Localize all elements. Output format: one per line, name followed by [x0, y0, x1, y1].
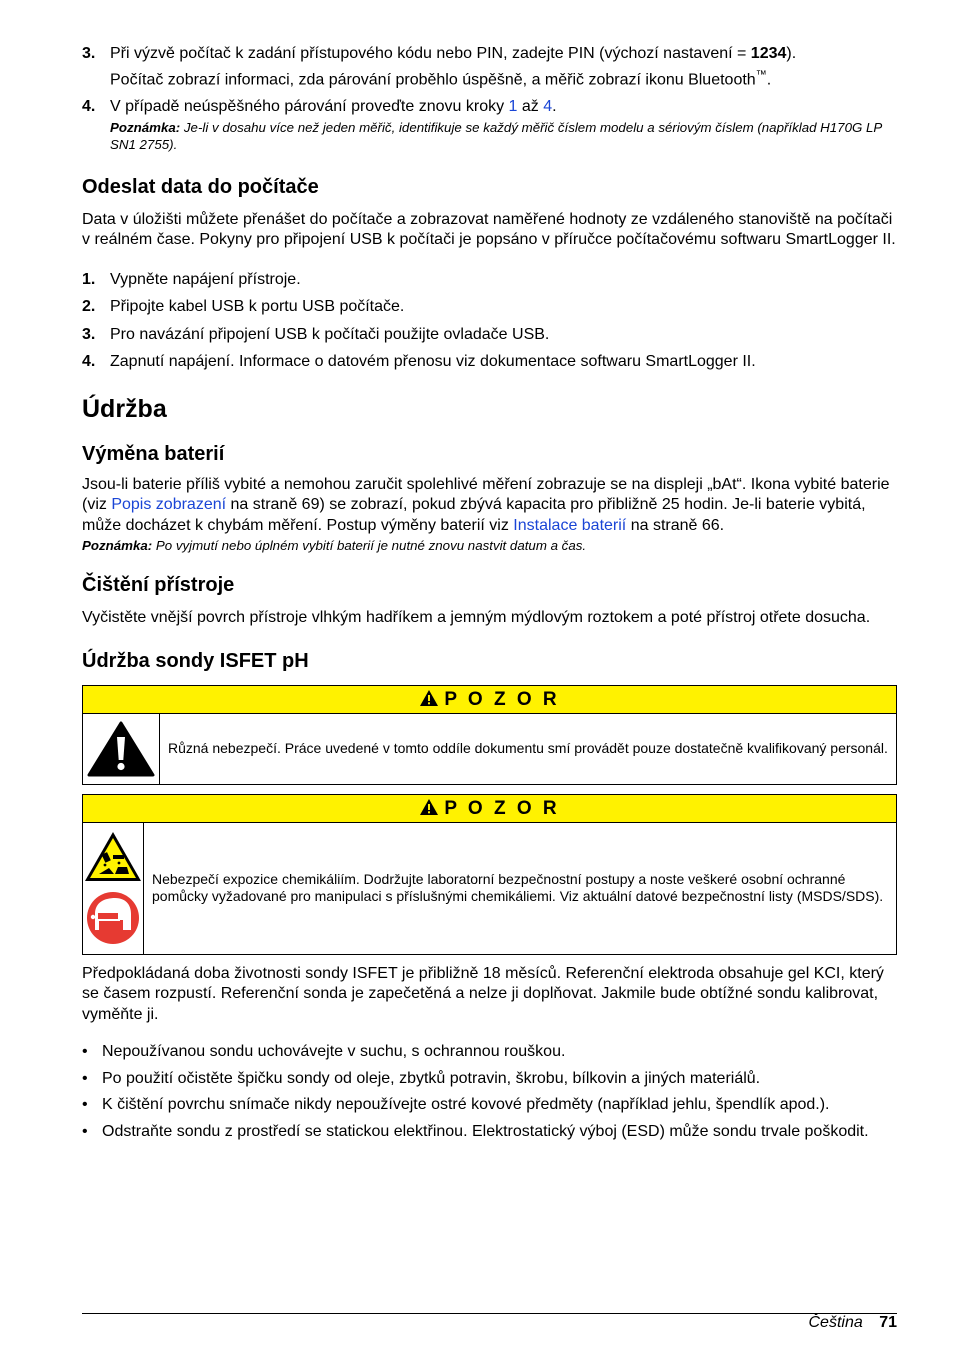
caution-text: Nebezpečí expozice chemikáliím. Dodržujte laboratorní bezpečnostní postupy a noste veškeré osobní ochranné pomůcky vyžadované pro manipulaci s příslušnými chemikáliemi. Viz aktuální datové bezpečnostní listy (MSDS/SDS). — [152, 871, 884, 905]
battery-paragraph — [82, 475, 897, 537]
section-heading-isfet: Údržba sondy ISFET pH — [82, 649, 309, 672]
battery-text-a: Jsou-li baterie příliš vybité a nemohou zaručit spolehlivé měření zobrazuje se na displeji „bAt“. Ikona vybité baterie (viz — [82, 475, 890, 514]
warning-triangle-icon — [419, 689, 439, 707]
send-data-steps — [82, 270, 897, 373]
caution-label: P O Z O R — [444, 688, 560, 710]
list-item — [82, 1069, 897, 1090]
step-text: Při výzvě počítač k zadání přístupového kódu nebo PIN, zadejte PIN (výchozí nastavení = — [110, 45, 751, 62]
send-step — [82, 325, 897, 346]
step-period: . — [552, 98, 557, 116]
step-text: Připojte kabel USB k portu USB počítače. — [110, 298, 405, 316]
step-text: Pro navázání připojení USB k počítači použijte ovladače USB. — [110, 325, 550, 343]
caution-label: P O Z O R — [444, 797, 560, 819]
step-number: 3. — [82, 45, 96, 62]
cleaning-paragraph: Vyčistěte vnější povrch přístroje vlhkým hadříkem a jemným mýdlovým roztokem a poté přístroj otřete dosucha. — [82, 609, 871, 627]
list-item — [82, 1042, 897, 1063]
section-heading-cleaning: Čištění přístroje — [82, 574, 235, 597]
section-heading-battery: Výměna baterií — [82, 442, 225, 465]
pin-value: 1234 — [750, 45, 787, 62]
battery-install-link[interactable]: Instalace baterií — [513, 516, 627, 534]
bullet-text: Nepoužívanou sondu uchovávejte v suchu, s ochrannou rouškou. — [102, 1043, 566, 1061]
warning-triangle-icon — [419, 798, 439, 816]
bullet-text: K čištění povrchu snímače nikdy nepoužívejte ostré kovové předměty (například jehlu, špendlík apod.). — [102, 1096, 830, 1114]
caution-header — [83, 795, 896, 823]
caution-header — [83, 686, 896, 714]
note-label: Poznámka: — [110, 119, 181, 135]
step-link-1[interactable]: 1 — [508, 98, 518, 116]
step-number: 1. — [82, 270, 96, 288]
protective-clothing-icon — [85, 890, 141, 946]
note-label: Poznámka: — [82, 538, 153, 554]
step-text: V případě neúspěšného párování proveďte znovu kroky — [110, 98, 509, 116]
page-footer — [82, 1313, 897, 1331]
section-heading-maintenance: Údržba — [82, 394, 167, 423]
step-text-end: ). — [786, 45, 797, 62]
page-number: 71 — [879, 1314, 897, 1331]
step-link-4[interactable]: 4 — [543, 98, 553, 116]
battery-text-c: na straně 66. — [626, 516, 725, 534]
bullet-mark: • — [82, 1122, 88, 1140]
corrosive-hazard-icon — [83, 830, 143, 884]
pairing-note — [110, 119, 897, 153]
step-number: 4. — [82, 98, 96, 116]
step-text-line2: Počítač zobrazí informaci, zda párování proběhlo úspěšně, a měřič zobrazí ikonu Bluetooth — [110, 70, 756, 88]
note-text: Po vyjmutí nebo úplném vybití baterií je nutné znovu nastvit datum a čas. — [152, 538, 587, 554]
note-text: Je-li v dosahu více než jeden měřič, identifikuje se každý měřič číslem modelu a sériovým číslem (například H170G LP SN1 2755). — [110, 119, 882, 152]
caution-body — [83, 823, 896, 954]
pairing-step-4 — [82, 97, 897, 153]
page-content — [82, 44, 897, 1148]
step-number: 2. — [82, 298, 96, 316]
send-step — [82, 352, 897, 373]
step-number: 4. — [82, 353, 96, 371]
isfet-bullet-list — [82, 1042, 897, 1142]
display-description-link[interactable]: Popis zobrazení — [111, 496, 227, 514]
section-heading-send-data: Odeslat data do počítače — [82, 175, 319, 198]
bullet-mark: • — [82, 1096, 88, 1114]
caution-text: Různá nebezpečí. Práce uvedené v tomto oddíle dokumentu smí provádět pouze dostatečně kvalifikovaný personál. — [168, 740, 888, 757]
step-period: . — [766, 70, 772, 88]
battery-note — [82, 537, 897, 554]
step-text: Zapnutí napájení. Informace o datovém přenosu viz dokumentace softwaru SmartLogger II. — [110, 353, 756, 371]
bullet-mark: • — [82, 1043, 88, 1061]
bullet-text: Odstraňte sondu z prostředí se statickou elektřinou. Elektrostatický výboj (ESD) může sondu trvale poškodit. — [102, 1122, 869, 1140]
footer-language: Čeština — [808, 1314, 863, 1331]
step-text-mid: až — [517, 98, 544, 116]
isfet-paragraph: Předpokládaná doba životnosti sondy ISFET je přibližně 18 měsíců. Referenční elektroda obsahuje gel KCI, který se časem rozpustí. Referenční sonda je zapečetěná a nelze ji doplňovat. Jakmile bude obtížné sondu kalibrovat, vyměňte ji. — [82, 964, 884, 1023]
caution-box-chemical — [82, 794, 897, 955]
trademark-sign: ™ — [755, 68, 767, 81]
caution-body — [83, 714, 896, 784]
hazard-icons — [83, 823, 144, 954]
send-data-intro: Data v úložišti můžete přenášet do počítače a zobrazovat naměřené hodnoty ze vzdáleného stanoviště na počítači v reálném čase. Pokyny pro připojení USB k počítači je popsáno v příručce počítačovému softwaru SmartLogger II. — [82, 210, 896, 249]
general-warning-icon — [83, 714, 160, 784]
step-number: 3. — [82, 325, 96, 343]
caution-box-general — [82, 685, 897, 785]
battery-text-b: na straně 69) se zobrazí, pokud zbývá kapacita pro přibližně 25 hodin. Je-li baterie vybitá, může docházet k chybám měření. Postup výměny baterií viz — [82, 496, 866, 534]
pairing-step-3 — [82, 44, 897, 90]
send-step — [82, 270, 897, 291]
list-item — [82, 1095, 897, 1116]
send-step — [82, 297, 897, 318]
bullet-mark: • — [82, 1069, 88, 1087]
bullet-text: Po použití očistěte špičku sondy od oleje, zbytků potravin, škrobu, bílkovin a jiných materiálů. — [102, 1069, 761, 1087]
list-item — [82, 1122, 897, 1143]
step-text: Vypněte napájení přístroje. — [110, 270, 301, 288]
